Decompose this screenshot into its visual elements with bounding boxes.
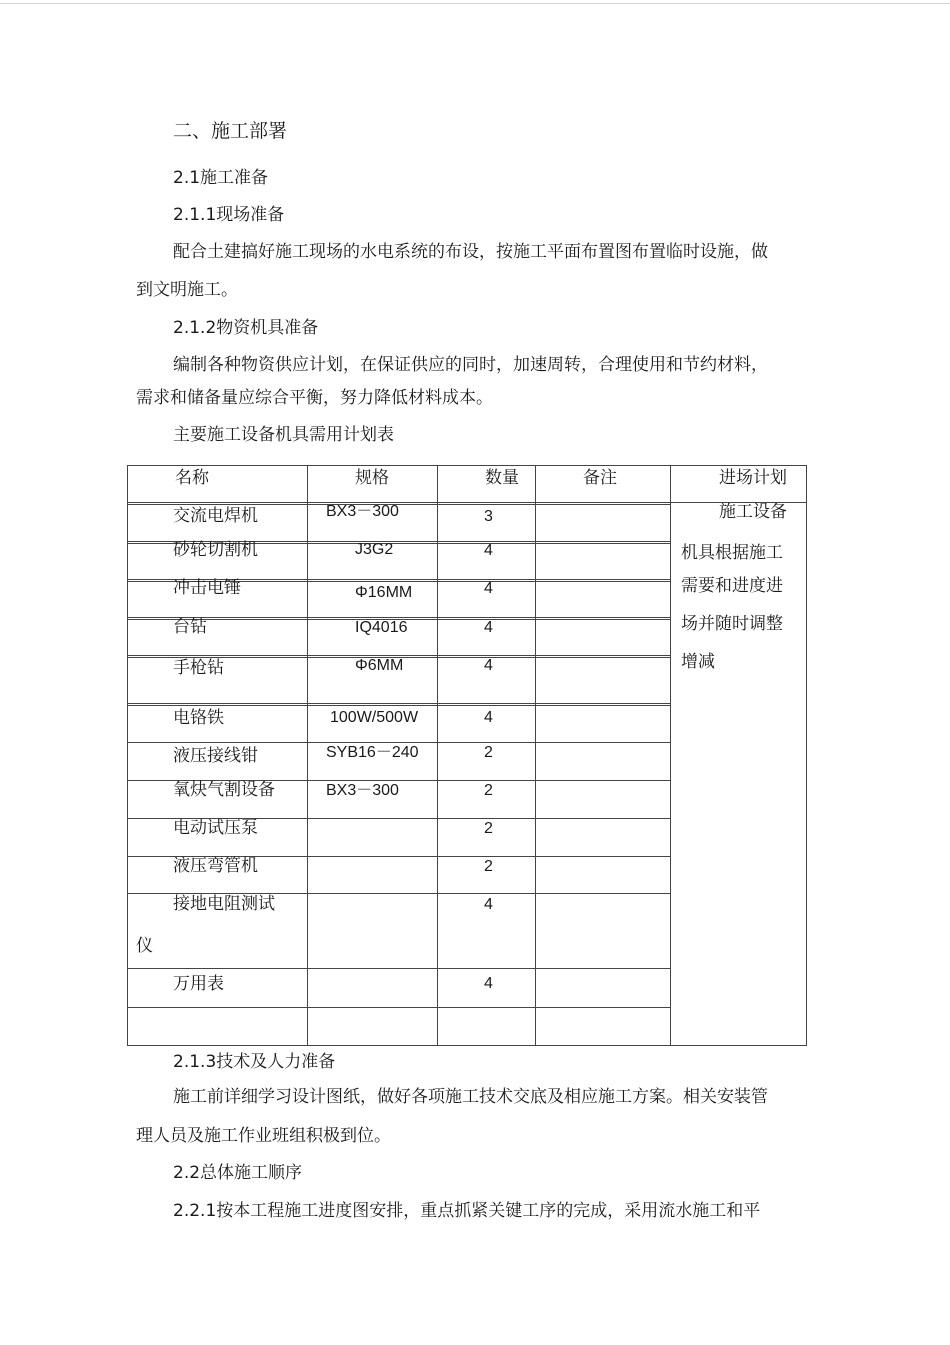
table-rule [127, 504, 671, 505]
row-qty: 2 [484, 858, 493, 875]
row-name: 液压接线钳 [173, 746, 258, 766]
row-qty: 4 [484, 542, 493, 559]
header-spec: 规格 [355, 468, 389, 488]
table-rule [437, 465, 438, 1046]
row-spec: Φ6MM [355, 657, 404, 674]
header-entry-plan: 进场计划 [719, 468, 787, 488]
row-spec: 100W/500W [330, 709, 419, 726]
table-rule [535, 465, 536, 1046]
row-spec: Φ16MM [355, 584, 413, 601]
section-title: 二、施工部署 [173, 120, 288, 142]
heading-2-1-1: 2.1.1现场准备 [173, 205, 285, 225]
table-rule [127, 1045, 807, 1046]
paragraph-materials-line-1: 编制各种物资供应计划，在保证供应的同时，加速周转，合理使用和节约材料， [173, 355, 768, 375]
row-spec: BX3－300 [326, 503, 399, 520]
row-spec: BX3－300 [326, 782, 399, 799]
row-name: 台钻 [173, 617, 207, 637]
header-remarks: 备注 [583, 468, 617, 488]
table-rule [127, 1007, 671, 1008]
paragraph-sequence-line-1: 2.2.1按本工程施工进度图安排，重点抓紧关键工序的完成，采用流水施工和平 [173, 1201, 761, 1221]
row-qty: 4 [484, 657, 493, 674]
heading-2-1-3: 2.1.3技术及人力准备 [173, 1052, 336, 1072]
table-rule [127, 968, 671, 969]
table-rule [127, 705, 671, 706]
table-rule [127, 465, 807, 466]
row-qty: 3 [484, 508, 493, 525]
row-name: 接地电阻测试 [173, 894, 275, 914]
row-spec: IQ4016 [355, 619, 408, 636]
row-qty: 4 [484, 896, 493, 913]
row-name: 氧炔气割设备 [173, 780, 275, 800]
entry-plan-note: 施工设备 [719, 502, 787, 522]
table-caption: 主要施工设备机具需用计划表 [173, 425, 394, 445]
header-name: 名称 [175, 468, 209, 488]
table-rule [127, 502, 807, 503]
paragraph-tech-line-1: 施工前详细学习设计图纸，做好各项施工技术交底及相应施工方案。相关安装管 [173, 1087, 768, 1107]
table-rule [670, 465, 671, 1046]
row-qty: 4 [484, 709, 493, 726]
row-spec: SYB16－240 [326, 744, 419, 761]
heading-2-2: 2.2总体施工顺序 [173, 1163, 303, 1183]
row-name: 万用表 [173, 974, 224, 994]
entry-plan-note: 需要和进度进 [681, 576, 783, 596]
entry-plan-note: 增减 [681, 652, 715, 672]
row-qty: 4 [484, 619, 493, 636]
row-name: 电动试压泵 [173, 818, 258, 838]
table-rule [307, 465, 308, 1046]
row-qty: 2 [484, 782, 493, 799]
row-qty: 4 [484, 580, 493, 597]
row-spec: J3G2 [355, 541, 394, 558]
row-name: 电铬铁 [173, 708, 224, 728]
entry-plan-note: 机具根据施工 [681, 543, 783, 563]
header-quantity: 数量 [485, 468, 519, 488]
row-name: 冲击电锤 [173, 578, 241, 598]
row-qty: 2 [484, 744, 493, 761]
row-name: 仪 [136, 936, 153, 956]
table-rule [806, 465, 807, 1046]
table-rule [127, 703, 671, 704]
heading-2-1: 2.1施工准备 [173, 168, 269, 188]
row-name: 交流电焊机 [173, 506, 258, 526]
paragraph-site-prep-line-2: 到文明施工。 [136, 280, 238, 300]
row-name: 手枪钻 [173, 658, 224, 678]
row-name: 液压弯管机 [173, 856, 258, 876]
row-qty: 2 [484, 820, 493, 837]
table-rule [127, 465, 128, 1046]
paragraph-materials-line-2: 需求和储备量应综合平衡，努力降低材料成本。 [136, 388, 493, 408]
paragraph-site-prep-line-1: 配合土建搞好施工现场的水电系统的布设，按施工平面布置图布置临时设施，做 [173, 242, 768, 262]
entry-plan-note: 场并随时调整 [681, 614, 783, 634]
row-qty: 4 [484, 975, 493, 992]
page-top-border [0, 3, 950, 4]
row-name: 砂轮切割机 [173, 540, 258, 560]
paragraph-tech-line-2: 理人员及施工作业班组积极到位。 [136, 1126, 391, 1146]
heading-2-1-2: 2.1.2物资机具准备 [173, 318, 319, 338]
